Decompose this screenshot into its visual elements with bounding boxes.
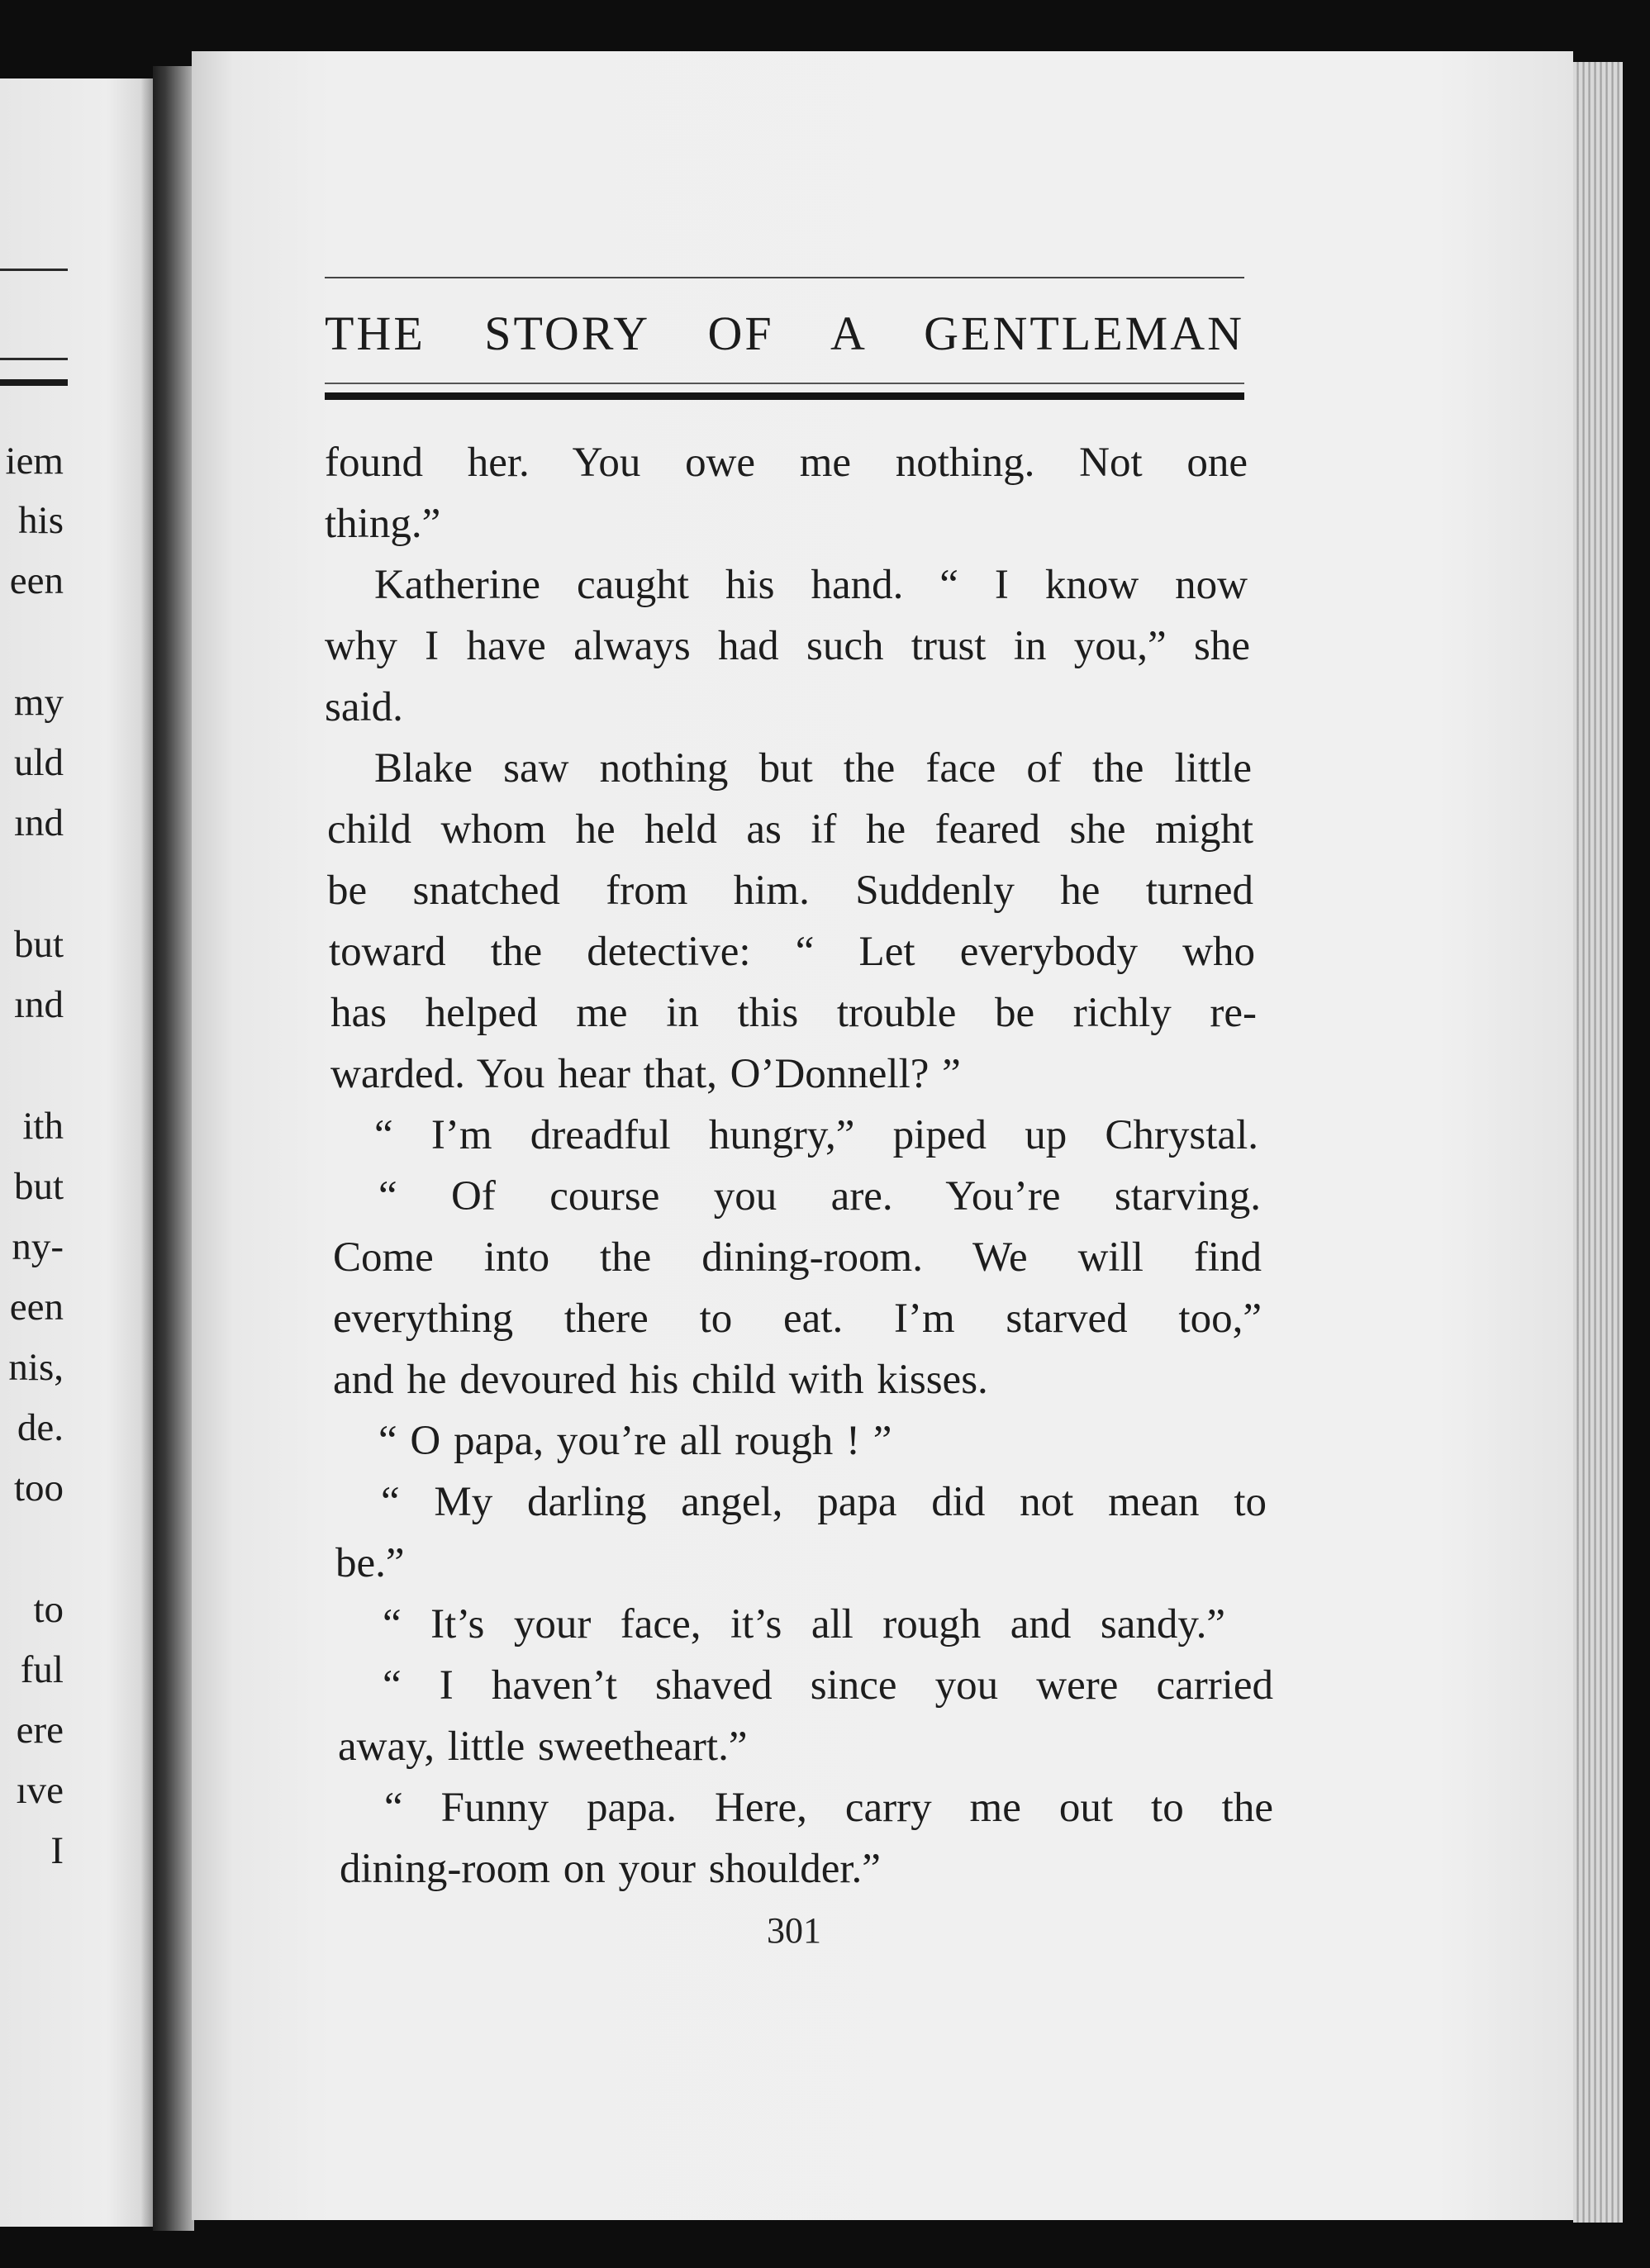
text-line: “ It’s your face, it’s all rough and sandy.” bbox=[383, 1601, 1225, 1648]
page-number: 301 bbox=[767, 1910, 821, 1951]
text-line: why I have always had such trust in you,” she bbox=[325, 623, 1250, 669]
text-line: child whom he held as if he feared she might bbox=[327, 806, 1253, 853]
text-line: “ Of course you are. You’re starving. bbox=[378, 1173, 1261, 1220]
previous-page-word: ith bbox=[22, 1105, 64, 1148]
text-line: away, little sweetheart.” bbox=[338, 1724, 748, 1770]
text-line: “ I’m dreadful hungry,” piped up Chrystal. bbox=[374, 1112, 1258, 1158]
text-line: “ Funny papa. Here, carry me out to the bbox=[384, 1785, 1273, 1831]
text-line: thing.” bbox=[325, 501, 441, 547]
text-line: be.” bbox=[335, 1540, 405, 1586]
previous-page-word: too bbox=[13, 1467, 64, 1510]
previous-page-header-rule bbox=[0, 269, 68, 271]
previous-page-word: ınd bbox=[13, 983, 64, 1026]
previous-page-word: but bbox=[13, 923, 64, 966]
text-line: toward the detective: “ Let everybody who bbox=[329, 929, 1255, 975]
text-line: warded. You hear that, O’Donnell? ” bbox=[330, 1051, 961, 1097]
text-line: “ O papa, you’re all rough ! ” bbox=[378, 1418, 892, 1464]
previous-page-word: but bbox=[13, 1165, 64, 1208]
header-thick-rule bbox=[325, 392, 1244, 400]
book-gutter bbox=[153, 66, 194, 2231]
previous-page-word: to bbox=[33, 1588, 64, 1631]
previous-page-word: ınd bbox=[13, 801, 64, 844]
text-line: Blake saw nothing but the face of the little bbox=[374, 745, 1252, 792]
previous-page-header-rule-thin bbox=[0, 358, 68, 360]
text-line: said. bbox=[325, 684, 403, 730]
previous-page-word: nis, bbox=[8, 1346, 64, 1389]
header-top-rule bbox=[325, 277, 1244, 278]
previous-page-fragment bbox=[0, 78, 153, 2227]
header-rule bbox=[325, 383, 1244, 384]
previous-page-word: ere bbox=[16, 1709, 64, 1752]
previous-page-word: ıve bbox=[16, 1769, 64, 1812]
previous-page-word: een bbox=[9, 1286, 64, 1329]
text-line: dining-room on your shoulder.” bbox=[340, 1846, 881, 1892]
previous-page-header-rule-thick bbox=[0, 379, 68, 386]
previous-page-word: his bbox=[18, 499, 64, 542]
running-head: THE STORY OF A GENTLEMAN bbox=[325, 307, 1244, 360]
previous-page-word: my bbox=[13, 681, 64, 724]
text-line: and he devoured his child with kisses. bbox=[333, 1357, 988, 1403]
text-line: found her. You owe me nothing. Not one bbox=[325, 440, 1248, 486]
text-line: has helped me in this trouble be richly re- bbox=[330, 990, 1257, 1036]
previous-page-word: uld bbox=[13, 741, 64, 784]
previous-page-word: ful bbox=[20, 1648, 64, 1691]
previous-page-word: een bbox=[9, 559, 64, 602]
text-line: everything there to eat. I’m starved too,” bbox=[333, 1296, 1262, 1342]
text-line: Come into the dining-room. We will find bbox=[333, 1234, 1262, 1281]
text-line: “ My darling angel, papa did not mean to bbox=[381, 1479, 1267, 1525]
previous-page-word: I bbox=[50, 1829, 64, 1872]
previous-page-word: iem bbox=[5, 440, 64, 483]
previous-page-word: de. bbox=[17, 1406, 64, 1449]
text-line: Katherine caught his hand. “ I know now bbox=[374, 562, 1248, 608]
previous-page-word: ny- bbox=[12, 1225, 64, 1268]
page-edges bbox=[1573, 62, 1623, 2223]
text-line: “ I haven’t shaved since you were carried bbox=[383, 1662, 1273, 1709]
text-line: be snatched from him. Suddenly he turned bbox=[327, 868, 1253, 914]
